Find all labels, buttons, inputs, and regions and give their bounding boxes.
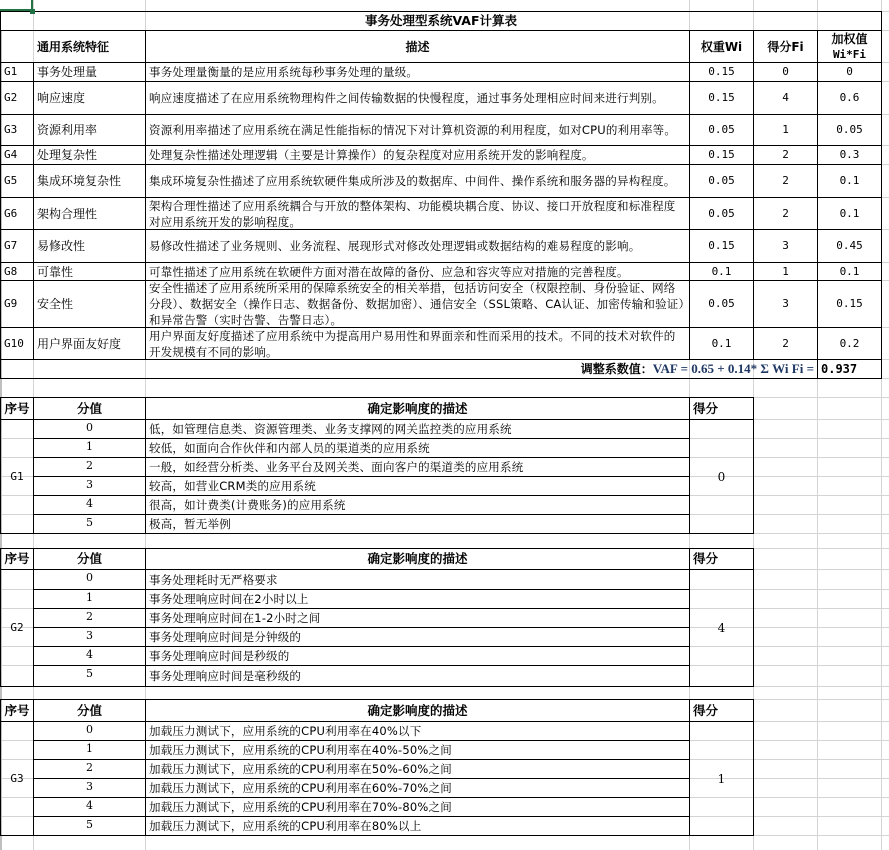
impact-description: 一般，如经营分析类、业务平台及网关类、面向客户的渠道类的应用系统 [145,457,690,477]
weighted-value[interactable]: 0.3 [817,145,882,165]
header-score: 得分 [689,397,754,420]
feature-description: 易修改性描述了业务规则、业务流程、展现形式对修改处理逻辑或数据结构的难易程度的影响。 [145,229,690,263]
score-level: 1 [33,740,146,760]
score-value[interactable]: 2 [753,197,818,230]
header-description: 描述 [145,30,690,63]
score-level: 0 [33,721,146,741]
score-level: 5 [33,665,146,687]
feature-name: 用户界面友好度 [33,327,146,360]
score-level: 2 [33,608,146,628]
weight-value[interactable]: 0.1 [689,262,754,281]
weight-value[interactable]: 0.15 [689,81,754,115]
impact-description: 加载压力测试下，应用系统的CPU利用率在40%以下 [145,721,690,741]
header-description: 确定影响度的描述 [145,699,690,722]
impact-description: 事务处理响应时间是秒级的 [145,646,690,666]
weight-value[interactable]: 0.15 [689,229,754,263]
feature-description: 事务处理量衡量的是应用系统每秒事务处理的量级。 [145,62,690,82]
feature-id: G5 [0,164,34,198]
header-description: 确定影响度的描述 [145,397,690,420]
impact-description: 加载压力测试下，应用系统的CPU利用率在50%-60%之间 [145,759,690,779]
header-weighted [817,30,882,63]
feature-description: 响应速度描述了在应用系统物理构件之间传输数据的快慢程度，通过事务处理相应时间来进行判别。 [145,81,690,115]
score-value[interactable]: 2 [753,164,818,198]
feature-id: G9 [0,280,34,328]
impact-description: 低，如管理信息类、资源管理类、业务支撑网的网关监控类的应用系统 [145,419,690,439]
characteristic-id: G3 [0,721,34,836]
score-level: 3 [33,476,146,496]
score-value[interactable]: 4 [753,81,818,115]
header-value: 分值 [33,699,146,722]
header-score: 得分 [689,699,754,722]
feature-name: 事务处理量 [33,62,146,82]
feature-id: G6 [0,197,34,230]
feature-id: G2 [0,81,34,115]
weight-value[interactable]: 0.05 [689,280,754,328]
vaf-value[interactable]: 0.937 [817,359,882,379]
feature-id: G1 [0,62,34,82]
score-value[interactable]: 2 [753,327,818,360]
impact-description: 加载压力测试下，应用系统的CPU利用率在40%-50%之间 [145,740,690,760]
header-feature: 通用系统特征 [0,30,146,63]
feature-id: G7 [0,229,34,263]
score-level: 5 [33,514,146,534]
header-score: 得分 [689,548,754,570]
impact-description: 较高，如营业CRM类的应用系统 [145,476,690,496]
feature-id: G4 [0,145,34,165]
feature-description: 安全性描述了应用系统所采用的保障系统安全的相关举措，包括访问安全（权限控制、身份验证、网络分段）、数据安全（操作日志、数据备份、数据加密）、通信安全（SSL策略、CA认证、加密传输和验证）和异常告警（实时告警、告警日志）。 [145,280,690,328]
score-level: 2 [33,457,146,477]
feature-name: 可靠性 [33,262,146,281]
feature-description: 架构合理性描述了应用系统耦合与开放的整体架构、功能模块耦合度、协议、接口开放程度和标准程度对应用系统开发的影响程度。 [145,197,690,230]
header-index: 序号 [0,548,34,570]
impact-description: 较低，如面向合作伙伴和内部人员的渠道类的应用系统 [145,438,690,458]
feature-name: 安全性 [33,280,146,328]
weighted-value[interactable]: 0 [817,62,882,82]
score-level: 2 [33,759,146,779]
score-value[interactable]: 0 [753,62,818,82]
weight-value[interactable]: 0.1 [689,327,754,360]
impact-description: 事务处理耗时无严格要求 [145,569,690,590]
selected-cell[interactable] [0,0,33,11]
weighted-value[interactable]: 0.1 [817,197,882,230]
score-level: 0 [33,419,146,439]
characteristic-score[interactable]: 1 [689,721,754,836]
weight-value[interactable]: 0.15 [689,145,754,165]
score-level: 3 [33,778,146,798]
score-value[interactable]: 3 [753,229,818,263]
feature-name: 资源利用率 [33,114,146,146]
impact-description: 事务处理响应时间是毫秒级的 [145,665,690,687]
vaf-formula: VAF = 0.65 + 0.14* Σ Wi Fi = [652,361,814,376]
characteristic-id: G2 [0,569,34,687]
score-level: 3 [33,627,146,647]
header-value: 分值 [33,548,146,570]
weighted-value[interactable]: 0.6 [817,81,882,115]
feature-description: 集成环境复杂性描述了应用系统软硬件集成所涉及的数据库、中间件、操作系统和服务器的异构程度。 [145,164,690,198]
score-level: 0 [33,569,146,590]
impact-description: 很高，如计费类(计费账务)的应用系统 [145,495,690,515]
weighted-value[interactable]: 0.2 [817,327,882,360]
score-level: 4 [33,646,146,666]
weight-value[interactable]: 0.15 [689,62,754,82]
header-weighted-line1: 加权值 [831,31,868,46]
feature-name: 集成环境复杂性 [33,164,146,198]
feature-id: G8 [0,262,34,281]
feature-id: G10 [0,327,34,360]
weighted-value[interactable]: 0.45 [817,229,882,263]
fill-handle[interactable] [30,9,35,14]
header-index: 序号 [0,397,34,420]
weight-value[interactable]: 0.05 [689,164,754,198]
weighted-value[interactable]: 0.15 [817,280,882,328]
header-weighted-line2: Wi*Fi [832,47,867,61]
score-level: 1 [33,438,146,458]
score-level: 5 [33,816,146,836]
weight-value[interactable]: 0.05 [689,114,754,146]
header-score: 得分Fi [753,30,818,63]
score-value[interactable]: 3 [753,280,818,328]
vaf-formula-cell [0,359,818,379]
score-value[interactable]: 1 [753,262,818,281]
header-description: 确定影响度的描述 [145,548,690,570]
weighted-value[interactable]: 0.1 [817,164,882,198]
score-level: 4 [33,495,146,515]
score-value[interactable]: 2 [753,145,818,165]
weighted-value[interactable]: 0.1 [817,262,882,281]
header-index: 序号 [0,699,34,722]
header-weight: 权重Wi [689,30,754,63]
feature-description: 用户界面友好度描述了应用系统中为提高用户易用性和界面亲和性而采用的技术。不同的技术对软件的开发规模有不同的影响。 [145,327,690,360]
header-value: 分值 [33,397,146,420]
impact-description: 极高，暂无举例 [145,514,690,534]
feature-name: 响应速度 [33,81,146,115]
characteristic-id: G1 [0,419,34,534]
table-title: 事务处理型系统VAF计算表 [0,11,882,31]
score-level: 1 [33,589,146,609]
weight-value[interactable]: 0.05 [689,197,754,230]
impact-description: 事务处理响应时间在2小时以上 [145,589,690,609]
feature-description: 资源利用率描述了应用系统在满足性能指标的情况下对计算机资源的利用程度，如对CPU的利用率等。 [145,114,690,146]
feature-name: 架构合理性 [33,197,146,230]
score-value[interactable]: 1 [753,114,818,146]
vaf-label: 调整系数值： [580,362,653,376]
score-level: 4 [33,797,146,817]
impact-description: 加载压力测试下，应用系统的CPU利用率在80%以上 [145,816,690,836]
characteristic-score[interactable]: 0 [689,419,754,534]
impact-description: 加载压力测试下，应用系统的CPU利用率在70%-80%之间 [145,797,690,817]
feature-name: 处理复杂性 [33,145,146,165]
feature-id: G3 [0,114,34,146]
weighted-value[interactable]: 0.05 [817,114,882,146]
impact-description: 加载压力测试下，应用系统的CPU利用率在60%-70%之间 [145,778,690,798]
feature-description: 处理复杂性描述处理逻辑（主要是计算操作）的复杂程度对应用系统开发的影响程度。 [145,145,690,165]
characteristic-score[interactable]: 4 [689,569,754,687]
feature-description: 可靠性描述了应用系统在软硬件方面对潜在故障的备份、应急和容灾等应对措施的完善程度。 [145,262,690,281]
impact-description: 事务处理响应时间是分钟级的 [145,627,690,647]
impact-description: 事务处理响应时间在1-2小时之间 [145,608,690,628]
feature-name: 易修改性 [33,229,146,263]
